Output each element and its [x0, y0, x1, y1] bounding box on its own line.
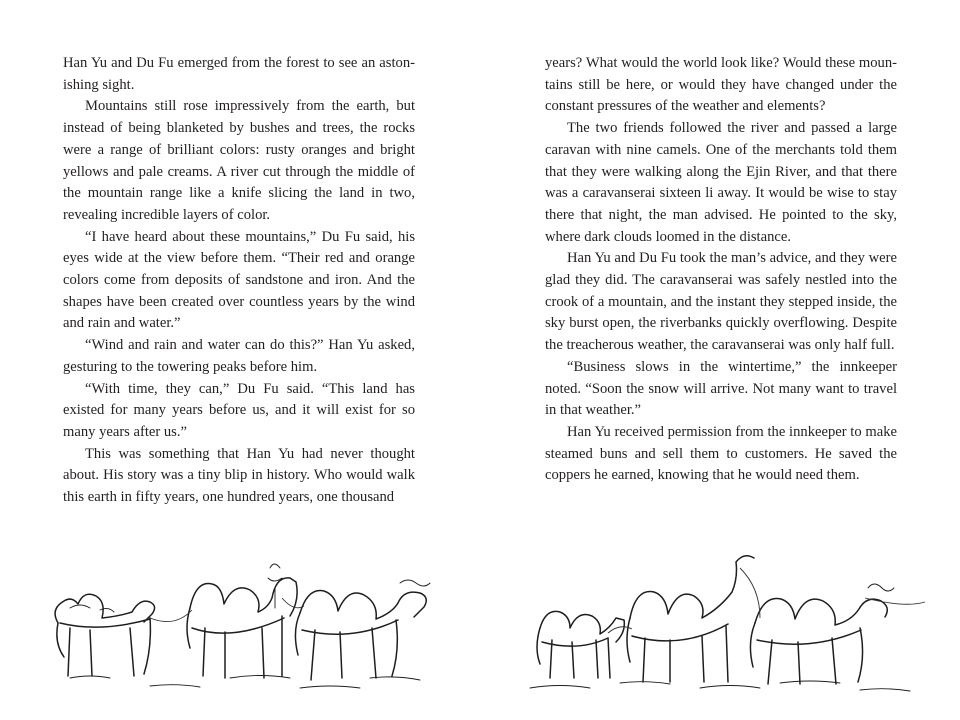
paragraph: “Wind and rain and water can do this?” Han Yu asked, gesturing to the towering peaks before him. — [63, 337, 415, 375]
camel-caravan-icon — [0, 528, 480, 713]
paragraph: Mountains still rose impressively from the earth, but instead of being blanketed by bushes and trees, the rocks were a range of brilliant colors: rusty oranges and bright yellows and pale creams. A river cut through the middle of the mountain range like a knife slicing the land in two, revealing incredible layers of color. — [63, 98, 415, 223]
camel-5 — [627, 556, 754, 682]
paragraph: This was something that Han Yu had never thought about. His story was a tiny blip in history. Who would walk this earth in fifty years, one hundred years, one thousand — [63, 445, 415, 506]
paragraph: Han Yu and Du Fu emerged from the forest to see an astonishing sight. — [63, 55, 415, 93]
left-text-column — [63, 53, 415, 509]
camel-3 — [295, 580, 430, 680]
paragraph: “Business slows in the wintertime,” the innkeeper noted. “Soon the snow will arrive. Not many want to travel in that weather.” — [545, 358, 897, 419]
paragraph: Han Yu and Du Fu took the man’s advice, and they were glad they did. The caravanserai was safely nestled into the crook of a mountain, and the instant they stepped inside, the sky burst open, the riverbanks quickly overflowing. Despite the treacherous weather, the caravanserai was only half full. — [545, 250, 897, 354]
camel-caravan-icon — [480, 528, 960, 713]
camel-2 — [187, 564, 297, 678]
camel-1 — [55, 594, 154, 676]
camel-6 — [750, 584, 894, 684]
paragraph: Han Yu received permission from the innkeeper to make steamed buns and sell them to customers. He saved the coppers he earned, knowing that he would need them. — [545, 423, 897, 484]
camel-4 — [537, 611, 624, 678]
paragraph: The two friends followed the river and passed a large caravan with nine camels. One of the merchants told them that they were walking along the Ejin River, and that there was a caravanserai sixteen li away. It would be wise to stay there that night, the man advised. He pointed to the sky, where dark clouds loomed in the distance. — [545, 120, 897, 245]
camel-caravan-illustration-left — [0, 528, 480, 713]
paragraph: “With time, they can,” Du Fu said. “This land has existed for many years before us, and it will exist for so many years after us.” — [63, 380, 415, 440]
right-text-column — [545, 53, 897, 487]
paragraph: “I have heard about these mountains,” Du Fu said, his eyes wide at the view before them. “Their red and orange colors come from deposits of sandstone and iron. And the shapes have been created over countless years by the wind and rain and water.” — [63, 228, 415, 332]
paragraph: years? What would the world look like? Would these mountains still be here, or would they have changed under the constant pressures of the weather and elements? — [545, 55, 897, 115]
camel-caravan-illustration-right — [480, 528, 960, 713]
right-page — [480, 0, 960, 720]
